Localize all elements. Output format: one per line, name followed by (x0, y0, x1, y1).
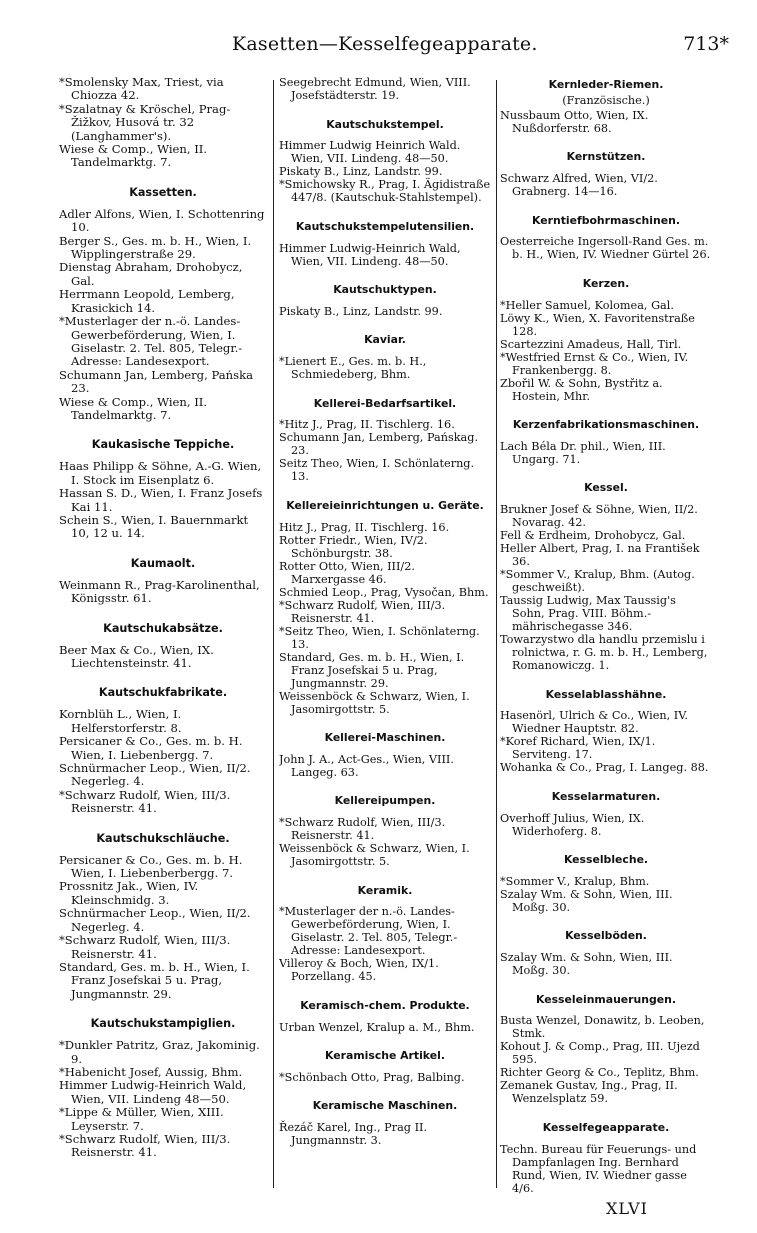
directory-entry: *Lienert E., Ges. m. b. H., Schmiedeberg, Bhm. (279, 355, 427, 382)
directory-entry: Herrmann Leopold, Lemberg, Krasickich 14. (59, 287, 235, 315)
directory-entry: Lach Béla Dr. phil., Wien, III. Ungarg. 71. (500, 439, 666, 466)
section-heading: Kesseleinmauerungen. (536, 992, 676, 1006)
directory-entry: *Smichowsky R., Prag, I. Ägidistraße 447/8. (Kautschuk-Stahlstempel). (279, 178, 491, 205)
section-subheading: (Französische.) (562, 93, 650, 107)
directory-entry: *Seitz Theo, Wien, I. Schönlaterng. 13. (279, 624, 480, 651)
section-heading: Kautschukstempel. (326, 117, 444, 131)
section-heading: Kerzen. (582, 276, 630, 290)
section-heading: Kassetten. (129, 185, 197, 199)
column-1 (59, 76, 267, 1196)
directory-entry: *Schwarz Rudolf, Wien, III/3. Reisnerstr. 41. (279, 816, 446, 843)
directory-entry: *Musterlager der n.-ö. Landes-Gewerbeförderung, Wien, I. Giselastr. 2. Tel. 805, Telegr.-Adresse: Landesexport. (279, 905, 458, 958)
section-heading: Kautschukstampiglien. (90, 1017, 236, 1031)
directory-entry: Oesterreiche Ingersoll-Rand Ges. m. b. H., Wien, IV. Wiedner Gürtel 26. (500, 235, 711, 262)
directory-entry: *Smolensky Max, Triest, via Chiozza 42. (59, 76, 224, 103)
directory-entry: Himmer Ludwig Heinrich Wald. Wien, VII. Lindeng. 48—50. (279, 139, 461, 166)
section-heading: Kautschukschläuche. (96, 831, 230, 845)
section-heading: Kaukasische Teppiche. (91, 438, 235, 452)
section-heading: Kesselablasshähne. (545, 687, 667, 701)
directory-entry: Piskaty B., Linz, Landstr. 99. (279, 304, 443, 318)
directory-entry: Towarzystwo dla handlu przemislu i rolnictwa, r. G. m. b. H., Lemberg, Romanowiczg. 1. (500, 633, 708, 673)
page-number: 713* (683, 33, 729, 55)
directory-entry: Schumann Jan, Lemberg, Pańskag. 23. (279, 431, 479, 458)
page-title: Kasetten—Kesselfegeapparate. (232, 33, 538, 55)
directory-entry: *Lippe & Müller, Wien, XIII. Leyserstr. 7. (59, 1105, 224, 1133)
section-heading: Kaviar. (364, 333, 406, 347)
directory-entry: Kornblüh L., Wien, I. Helferstorferstr. 8. (59, 707, 182, 735)
directory-entry: Standard, Ges. m. b. H., Wien, I. Franz Josefskai 5 u. Prag, Jungmannstr. 29. (59, 959, 250, 1001)
section-heading: Kellereipumpen. (334, 794, 436, 808)
column-divider (496, 80, 497, 1188)
directory-entry: Brukner Josef & Söhne, Wien, II/2. Novarag. 42. (500, 503, 698, 530)
directory-entry: Schnürmacher Leop., Wien, II/2. Negerleg. 4. (59, 906, 251, 934)
directory-entry: Zbořil W. & Sohn, Bystřitz a. Hostein, Mhr. (500, 376, 663, 403)
section-heading: Kautschukabsätze. (103, 621, 223, 635)
section-heading: Keramisch-chem. Produkte. (300, 998, 470, 1012)
directory-entry: Heller Albert, Prag, I. na František 36. (500, 542, 700, 569)
directory-entry: Adler Alfons, Wien, I. Schottenring 10. (59, 206, 265, 235)
signature-folio: XLVI (606, 1199, 648, 1218)
directory-entry: *Sommer V., Kralup, Bhm. (500, 874, 650, 888)
directory-entry: Löwy K., Wien, X. Favoritenstraße 128. (500, 311, 695, 338)
directory-entry: Nussbaum Otto, Wien, IX. Nußdorferstr. 68. (500, 108, 649, 135)
directory-entry: Overhoff Julius, Wien, IX. Widerhoferg. 8. (500, 811, 645, 838)
directory-entry: Techn. Bureau für Feuerungs- und Dampfanlagen Ing. Bernhard Rund, Wien, IV. Wiedner gasse 4/6. (500, 1142, 697, 1195)
directory-entry: *Dunkler Patritz, Graz, Jakominig. 9. (59, 1038, 260, 1066)
directory-entry: Piskaty B., Linz, Landstr. 99. (279, 165, 443, 179)
directory-entry: Rotter Friedr., Wien, IV/2. Schönburgstr. 38. (279, 533, 428, 560)
directory-entry: Seitz Theo, Wien, I. Schönlaterng. 13. (279, 457, 475, 484)
directory-entry: Rotter Otto, Wien, III/2. Marxergasse 46. (279, 559, 415, 586)
section-heading: Kellerei-Maschinen. (324, 731, 446, 745)
section-heading: Kernleder-Riemen. (548, 78, 664, 91)
directory-entry: Zemanek Gustav, Ing., Prag, II. Wenzelsplatz 59. (500, 1079, 678, 1106)
directory-entry: Richter Georg & Co., Teplitz, Bhm. (500, 1066, 699, 1080)
directory-entry: *Koref Richard, Wien, IX/1. Serviteng. 17. (500, 735, 656, 762)
directory-entry: Beer Max & Co., Wien, IX. Liechtensteinstr. 41. (59, 642, 214, 670)
directory-entry: Persicaner & Co., Ges. m. b. H. Wien, I. Liebenberbergg. 7. (59, 852, 243, 881)
directory-entry: *Schwarz Rudolf, Wien, III/3. Reisnerstr. 41. (59, 1131, 231, 1160)
directory-entry: Prossnitz Jak., Wien, IV. Kleinschmidg. 3. (59, 879, 199, 907)
section-heading: Kesselarmaturen. (551, 789, 661, 803)
directory-entry: *Heller Samuel, Kolomea, Gal. (500, 298, 674, 312)
directory-entry: Kohout J. & Comp., Prag, III. Ujezd 595. (500, 1040, 700, 1067)
section-heading: Kellereieinrichtungen u. Geräte. (286, 498, 484, 512)
section-heading: Kerzenfabrikationsmaschinen. (512, 418, 700, 432)
directory-entry: *Schwarz Rudolf, Wien, III/3. Reisnerstr. 41. (59, 787, 231, 816)
section-heading: Keramische Artikel. (325, 1049, 445, 1063)
section-heading: Kautschukstempelutensilien. (295, 219, 475, 233)
directory-entry: Himmer Ludwig-Heinrich Wald, Wien, VII. Lindeng 48—50. (59, 1078, 247, 1106)
directory-entry: John J. A., Act-Ges., Wien, VIII. Langeg. 63. (279, 752, 454, 779)
section-heading: Keramik. (357, 883, 413, 897)
running-head (0, 33, 757, 63)
directory-entry: Szalay Wm. & Sohn, Wien, III. Moßg. 30. (500, 887, 673, 914)
directory-entry: *Hitz J., Prag, II. Tischlerg. 16. (279, 418, 455, 432)
directory-entry: Himmer Ludwig-Heinrich Wald, Wien, VII. Lindeng. 48—50. (279, 241, 461, 268)
directory-entry: Weissenböck & Schwarz, Wien, I. Jasomirgottstr. 5. (279, 842, 470, 869)
section-heading: Kesselböden. (565, 929, 647, 943)
directory-entry: *Schwarz Rudolf, Wien, III/3. Reisnerstr. 41. (279, 598, 446, 625)
directory-entry: Scartezzini Amadeus, Hall, Tirl. (500, 337, 682, 351)
directory-entry: Dienstag Abraham, Drohobycz, Gal. (59, 260, 243, 288)
directory-entry: Hassan S. D., Wien, I. Franz Josefs Kai 11. (59, 486, 263, 514)
directory-entry: Schwarz Alfred, Wien, VI/2. Grabnerg. 14—16. (500, 172, 658, 199)
directory-entry: Seegebrecht Edmund, Wien, VIII. Josefstädterstr. 19. (279, 76, 471, 102)
directory-entry: Řezáč Karel, Ing., Prag II. Jungmannstr. 3. (279, 1121, 428, 1148)
section-heading: Kesselfegeapparate. (542, 1120, 670, 1134)
directory-entry: Hitz J., Prag, II. Tischlerg. 16. (279, 520, 450, 534)
directory-entry: Standard, Ges. m. b. H., Wien, I. Franz Josefskai 5 u. Prag, Jungmannstr. 29. (279, 650, 465, 690)
section-heading: Kaumaolt. (130, 556, 196, 570)
section-heading: Kellerei-Bedarfsartikel. (313, 396, 457, 410)
section-heading: Kessel. (584, 481, 628, 495)
directory-entry: Villeroy & Boch, Wien, IX/1. Porzellang. 45. (279, 957, 439, 984)
directory-entry: Busta Wenzel, Donawitz, b. Leoben, Stmk. (500, 1014, 705, 1041)
directory-entry: Weinmann R., Prag-Karolinenthal, Königsstr. 61. (59, 577, 260, 606)
directory-entry: Persicaner & Co., Ges. m. b. H. Wien, I. Liebenbergg. 7. (59, 734, 243, 762)
section-heading: Kautschukfabrikate. (98, 686, 228, 700)
column-3 (500, 76, 712, 1196)
directory-entry: *Westfried Ernst & Co., Wien, IV. Frankenbergg. 8. (500, 350, 689, 377)
directory-entry: Wiese & Comp., Wien, II. Tandelmarktg. 7. (59, 142, 208, 170)
section-heading: Kerntiefbohrmaschinen. (532, 213, 680, 227)
directory-entry: Haas Philipp & Söhne, A.-G. Wien, I. Stock im Eisenplatz 6. (59, 459, 262, 487)
directory-entry: Fell & Erdheim, Drohobycz, Gal. (500, 529, 686, 543)
directory-entry: Schumann Jan, Lemberg, Pańska 23. (59, 367, 254, 396)
section-heading: Kesselbleche. (563, 853, 649, 867)
section-heading: Kernstützen. (566, 150, 646, 164)
directory-entry: *Schwarz Rudolf, Wien, III/3. Reisnerstr. 41. (59, 933, 231, 961)
directory-entry: Urban Wenzel, Kralup a. M., Bhm. (279, 1020, 475, 1034)
section-heading: Kautschuktypen. (333, 283, 437, 297)
directory-entry: Wohanka & Co., Prag, I. Langeg. 88. (500, 761, 709, 775)
section-heading: Keramische Maschinen. (312, 1099, 458, 1113)
directory-entry: *Schönbach Otto, Prag, Balbing. (279, 1070, 465, 1084)
column-divider (273, 80, 274, 1188)
directory-entry: Schnürmacher Leop., Wien, II/2. Negerleg. 4. (59, 761, 251, 789)
directory-entry: *Szalatnay & Kröschel, Prag-Žižkov, Husová tr. 32 (Langhammer's). (59, 101, 231, 143)
directory-entry: Wiese & Comp., Wien, II. Tandelmarktg. 7. (59, 394, 208, 422)
directory-entry: Schmied Leop., Prag, Vysočan, Bhm. (279, 585, 489, 599)
directory-entry: Hasenörl, Ulrich & Co., Wien, IV. Wiedner Hauptstr. 82. (500, 709, 688, 736)
directory-entry: Szalay Wm. & Sohn, Wien, III. Moßg. 30. (500, 951, 673, 978)
directory-entry: *Musterlager der n.-ö. Landes-Gewerbeförderung, Wien, I. Giselastr. 2. Tel. 805, Telegr.-Adresse: Landesexport. (59, 314, 243, 369)
directory-entry: Weissenböck & Schwarz, Wien, I. Jasomirgottstr. 5. (279, 689, 470, 716)
directory-entry: Taussig Ludwig, Max Taussig's Sohn, Prag. VIII. Böhm.-mährischegasse 346. (500, 594, 676, 634)
directory-entry: *Habenicht Josef, Aussig, Bhm. (59, 1064, 243, 1079)
column-2 (279, 76, 491, 1196)
directory-entry: Berger S., Ges. m. b. H., Wien, I. Wipplingerstraße 29. (59, 233, 252, 262)
directory-entry: *Sommer V., Kralup, Bhm. (Autog. geschweißt). (500, 568, 695, 595)
directory-entry: Schein S., Wien, I. Bauernmarkt 10, 12 u. 14. (59, 512, 249, 541)
